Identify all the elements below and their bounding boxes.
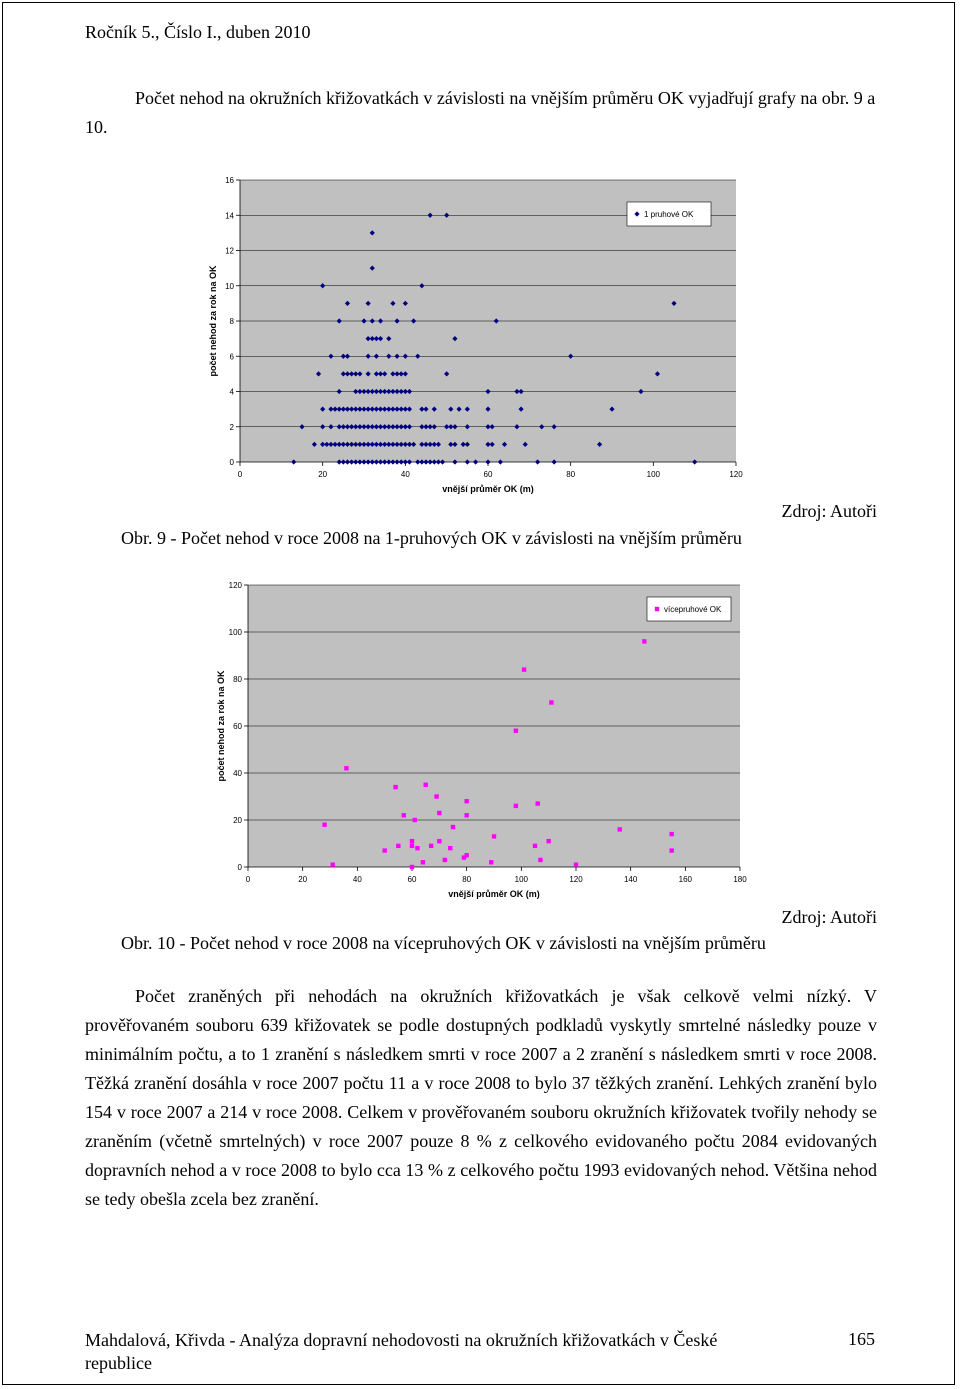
- data-point: [514, 729, 518, 733]
- data-point: [514, 804, 518, 808]
- x-tick-label: 60: [407, 875, 417, 884]
- data-point: [429, 844, 433, 848]
- y-tick-label: 14: [225, 211, 234, 221]
- data-point: [464, 853, 468, 857]
- y-axis-label: počet nehod za rok na OK: [216, 670, 226, 782]
- data-point: [437, 811, 441, 815]
- x-tick-label: 180: [733, 875, 747, 884]
- y-tick-label: 0: [237, 863, 242, 872]
- x-axis-label: vnější průměr OK (m): [448, 889, 540, 899]
- legend: [647, 597, 731, 621]
- data-point: [536, 801, 540, 805]
- figure-10-caption: Obr. 10 - Počet nehod v roce 2008 na vícepruhových OK v závislosti na vnějším průměru: [121, 933, 766, 953]
- y-tick-label: 8: [229, 317, 234, 326]
- x-tick-label: 60: [483, 470, 493, 479]
- scatter-chart-1pruhove: [195, 170, 755, 500]
- data-point: [464, 813, 468, 817]
- data-point: [533, 844, 537, 848]
- figure-10-source: Zdroj: Autoři: [781, 907, 877, 927]
- body-text: Počet zraněných při nehodách na okružních křižovatkách je však celkově velmi nízký. V prověřovaném souboru 639 křižovatek se podle dostupných podkladů vyskytly smrtelné následky pouze v minimálním počtu, a to 1 zranění s následkem smrti v roce 2007 a 2 zranění s následkem smrti v roce 2008. Těžká zranění dosáhla v roce 2007 počtu 11 a v roce 2008 to bylo 37 těžkých zranění. Lehkých zranění bylo 154 v roce 2007 a 214 v roce 2008. Celkem v prověřovaném souboru okružních křižovatek tvořily nehody se zraněním (včetně smrtelných) v roce 2007 pouze 8 % z celkového evidovaného počtu 2084 evidovaných dopravních nehod a v roce 2008 to bylo cca 13 % z celkového počtu 1993 evidovaných nehod. Většina nehod se tedy obešla zcela bez zranění.: [85, 986, 877, 1209]
- data-point: [489, 860, 493, 864]
- y-axis-label: počet nehod za rok na OK: [208, 265, 218, 377]
- data-point: [402, 813, 406, 817]
- data-point: [451, 825, 455, 829]
- data-point: [642, 639, 646, 643]
- x-tick-label: 120: [569, 875, 583, 884]
- page-number: 165: [848, 1329, 875, 1349]
- x-tick-label: 0: [245, 875, 251, 884]
- x-tick-label: 100: [646, 470, 661, 479]
- data-point: [669, 848, 673, 852]
- y-tick-label: 40: [233, 769, 242, 778]
- running-header: Ročník 5., Číslo I., duben 2010: [85, 22, 311, 42]
- figure-9-caption: Obr. 9 - Počet nehod v roce 2008 na 1-pruhových OK v závislosti na vnějším průměru: [121, 528, 742, 548]
- data-point: [413, 818, 417, 822]
- y-tick-label: 6: [229, 352, 234, 362]
- y-tick-label: 0: [229, 458, 234, 467]
- data-point: [448, 846, 452, 850]
- legend-marker: [655, 607, 659, 611]
- data-point: [423, 783, 427, 787]
- figure-9-source: Zdroj: Autoři: [781, 501, 877, 521]
- x-tick-label: 100: [514, 875, 529, 884]
- x-axis-label: vnější průměr OK (m): [442, 484, 534, 494]
- y-tick-label: 16: [225, 176, 234, 185]
- legend: [627, 202, 711, 226]
- y-tick-label: 20: [233, 816, 242, 825]
- x-tick-label: 20: [298, 875, 308, 884]
- data-point: [421, 860, 425, 864]
- data-point: [410, 844, 414, 848]
- data-point: [492, 834, 496, 838]
- data-point: [415, 846, 419, 850]
- y-tick-label: 2: [229, 422, 234, 432]
- data-point: [331, 862, 335, 866]
- legend-label: 1 pruhové OK: [644, 210, 694, 219]
- y-tick-label: 80: [233, 675, 242, 684]
- legend-label: vícepruhové OK: [664, 605, 722, 614]
- y-tick-label: 4: [229, 387, 234, 397]
- data-point: [396, 844, 400, 848]
- data-point: [618, 827, 622, 831]
- x-tick-label: 140: [623, 875, 638, 884]
- intro-text: Počet nehod na okružních křižovatkách v závislosti na vnějším průměru OK vyjadřují grafy na obr. 9 a 10.: [85, 88, 876, 137]
- data-point: [464, 799, 468, 803]
- x-tick-label: 80: [462, 875, 472, 884]
- body-paragraph: [85, 982, 877, 1214]
- data-point: [344, 766, 348, 770]
- data-point: [322, 823, 326, 827]
- x-tick-label: 80: [566, 470, 576, 479]
- scatter-chart-vicepruhove: [195, 573, 755, 908]
- data-point: [393, 785, 397, 789]
- x-tick-label: 20: [318, 470, 328, 479]
- data-point: [382, 848, 386, 852]
- data-point: [522, 667, 526, 671]
- footer-citation: Mahdalová, Křivda - Analýza dopravní nehodovosti na okružních křižovatkách v České republice: [85, 1330, 718, 1373]
- data-point: [669, 832, 673, 836]
- data-point: [546, 839, 550, 843]
- data-point: [538, 858, 542, 862]
- x-tick-label: 0: [237, 470, 243, 479]
- y-tick-label: 100: [228, 628, 242, 637]
- x-tick-label: 160: [678, 875, 693, 884]
- data-point: [443, 858, 447, 862]
- y-tick-label: 120: [228, 581, 242, 590]
- x-tick-label: 40: [352, 875, 362, 884]
- y-tick-label: 10: [225, 281, 234, 291]
- data-point: [410, 865, 414, 869]
- data-point: [410, 839, 414, 843]
- data-point: [434, 794, 438, 798]
- x-tick-label: 40: [400, 470, 410, 479]
- y-tick-label: 60: [233, 722, 242, 731]
- y-tick-label: 12: [225, 246, 234, 256]
- data-point: [574, 862, 578, 866]
- data-point: [549, 700, 553, 704]
- data-point: [437, 839, 441, 843]
- x-tick-label: 120: [729, 470, 743, 479]
- intro-paragraph: [85, 84, 877, 142]
